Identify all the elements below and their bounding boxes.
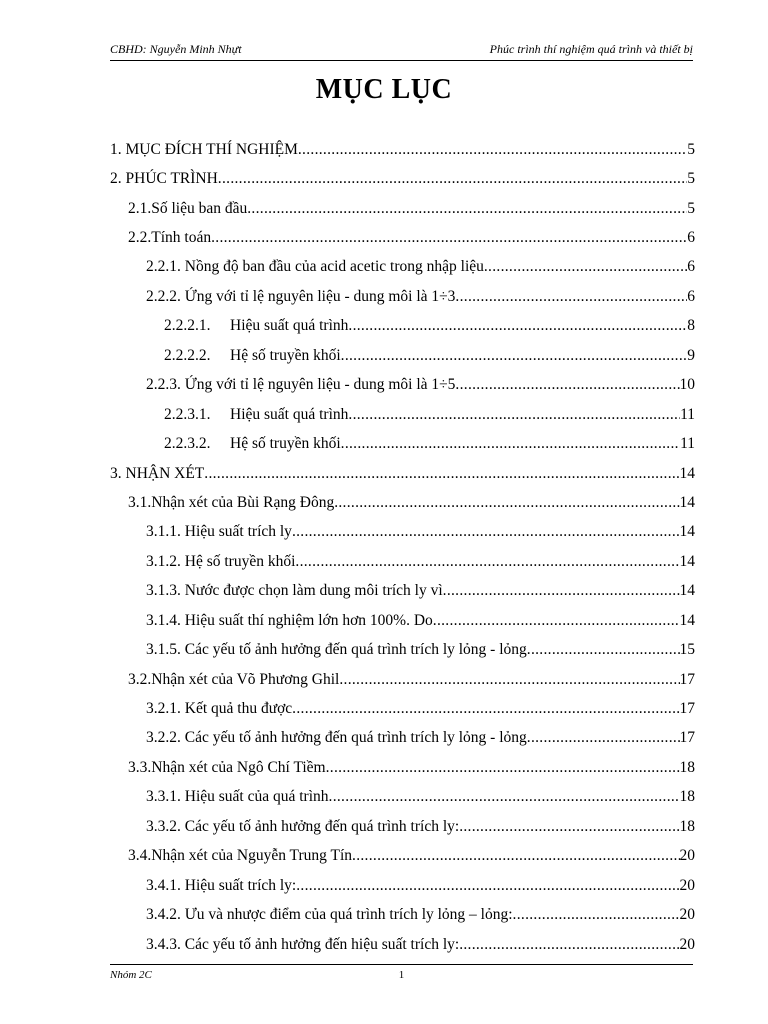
toc-entry-label <box>146 936 459 954</box>
toc-entry-title: Nhận xét của Nguyễn Trung Tín <box>151 847 353 865</box>
toc-entry[interactable] <box>110 371 695 400</box>
toc-entry-title: Số liệu ban đầu <box>151 199 248 217</box>
toc-dot-leader <box>433 612 680 630</box>
toc-entry[interactable] <box>110 341 695 370</box>
toc-dot-leader <box>348 406 680 424</box>
toc-entry-page: 14 <box>679 611 695 629</box>
toc-entry-title: Các yếu tố ảnh hưởng đến quá trình trích ly lỏng - lỏng <box>184 729 527 747</box>
toc-dot-leader <box>204 465 679 483</box>
page-title: MỤC LỤC <box>315 74 453 105</box>
toc-entry[interactable] <box>110 812 695 841</box>
toc-entry[interactable] <box>110 724 695 753</box>
toc-entry[interactable] <box>110 783 695 812</box>
toc-entry[interactable] <box>110 253 695 282</box>
toc-entry[interactable] <box>110 488 695 517</box>
toc-entry-page: 14 <box>679 464 695 482</box>
toc-entry-title: Kết quả thu được <box>184 700 293 718</box>
table-of-contents <box>110 135 695 959</box>
toc-entry-title: Nhận xét của Bùi Rạng Đông <box>151 493 335 511</box>
toc-entry-label <box>128 847 352 865</box>
toc-entry-title: Hệ số truyền khối <box>230 435 341 453</box>
toc-entry-label <box>128 200 247 218</box>
toc-entry-title: Các yếu tố ảnh hưởng đến quá trình trích ly lỏng - lỏng <box>184 641 527 659</box>
toc-entry-page: 17 <box>679 670 695 688</box>
toc-entry-number: 3.1.1. <box>146 523 181 541</box>
toc-entry[interactable] <box>110 606 695 635</box>
toc-entry-title: Hiệu suất quá trình <box>230 405 349 423</box>
toc-entry-number: 2.2.3.2. <box>164 435 211 453</box>
toc-entry[interactable] <box>110 842 695 871</box>
toc-entry-label <box>146 906 513 924</box>
toc-dot-leader <box>348 317 687 335</box>
toc-entry[interactable] <box>110 518 695 547</box>
toc-entry-page: 14 <box>679 552 695 570</box>
toc-dot-leader <box>296 877 679 895</box>
toc-entry-number: 2.2.3. <box>146 376 181 394</box>
toc-entry-page: 11 <box>680 435 695 453</box>
toc-entry-label <box>164 347 341 365</box>
toc-entry-label <box>146 612 433 630</box>
toc-entry-page: 5 <box>687 170 695 188</box>
toc-entry-page: 10 <box>679 376 695 394</box>
toc-entry-page: 6 <box>687 258 695 276</box>
toc-entry-number: 3.1.2. <box>146 552 181 570</box>
toc-entry-title: Các yếu tố ảnh hưởng đến hiệu suất trích ly: <box>184 935 460 953</box>
toc-entry-title: Hiệu suất trích ly: <box>184 876 297 894</box>
toc-entry-number: 2.2.2. <box>146 287 181 305</box>
toc-entry-number: 3.4. <box>128 847 152 865</box>
toc-entry-label <box>146 818 459 836</box>
toc-entry-title: Nhận xét của Ngô Chí Tiềm <box>151 758 326 776</box>
toc-entry-title: Ứng với tỉ lệ nguyên liệu - dung môi là 1÷5 <box>184 376 456 394</box>
toc-entry-title: Các yếu tố ảnh hưởng đến quá trình trích ly: <box>184 817 460 835</box>
toc-entry[interactable] <box>110 312 695 341</box>
toc-entry[interactable] <box>110 429 695 458</box>
toc-dot-leader <box>339 671 679 689</box>
toc-dot-leader <box>211 229 687 247</box>
toc-entry-page: 17 <box>679 729 695 747</box>
toc-entry-page: 9 <box>687 346 695 364</box>
toc-entry-label <box>146 376 455 394</box>
toc-entry-number: 2.1. <box>128 199 152 217</box>
toc-entry-title: Nước được chọn làm dung môi trích ly vì <box>184 582 443 600</box>
toc-dot-leader <box>527 729 680 747</box>
toc-dot-leader <box>341 347 688 365</box>
toc-entry-label <box>128 759 326 777</box>
toc-dot-leader <box>329 788 680 806</box>
toc-entry-page: 18 <box>679 788 695 806</box>
toc-dot-leader <box>298 141 687 159</box>
toc-entry-number: 3.1. <box>128 493 152 511</box>
toc-entry-number: 3. <box>110 464 122 482</box>
toc-entry-page: 15 <box>679 641 695 659</box>
toc-dot-leader <box>527 641 680 659</box>
toc-entry-label <box>128 229 211 247</box>
toc-entry[interactable] <box>110 930 695 959</box>
toc-entry-page: 8 <box>687 317 695 335</box>
toc-dot-leader <box>326 759 680 777</box>
toc-entry-label <box>146 729 527 747</box>
toc-entry-title: Ứng với tỉ lệ nguyên liệu - dung môi là 1÷3 <box>184 287 456 305</box>
toc-dot-leader <box>455 288 687 306</box>
header-report-title: Phúc trình thí nghiệm quá trình và thiết bị <box>489 42 693 56</box>
toc-dot-leader <box>247 200 687 218</box>
toc-entry[interactable] <box>110 547 695 576</box>
toc-entry[interactable] <box>110 694 695 723</box>
toc-entry[interactable] <box>110 135 695 164</box>
toc-entry-title: Hiệu suất quá trình <box>230 317 349 335</box>
toc-entry-label <box>146 288 455 306</box>
toc-entry-number: 2. <box>110 170 122 188</box>
toc-entry-label <box>146 553 295 571</box>
toc-entry[interactable] <box>110 871 695 900</box>
header-instructor: CBHD: Nguyễn Minh Nhựt <box>110 42 242 56</box>
toc-entry-page: 18 <box>679 758 695 776</box>
toc-entry-number: 2.2. <box>128 229 152 247</box>
toc-entry-label <box>146 700 292 718</box>
toc-entry-title: Tính toán <box>151 229 212 247</box>
toc-entry-title: Nhận xét của Võ Phương Ghil <box>151 670 340 688</box>
toc-entry-page: 5 <box>687 140 695 158</box>
toc-dot-leader <box>459 818 679 836</box>
toc-entry-label <box>128 494 334 512</box>
toc-dot-leader <box>459 936 679 954</box>
toc-entry[interactable] <box>110 400 695 429</box>
toc-entry-page: 5 <box>687 199 695 217</box>
toc-entry[interactable] <box>110 665 695 694</box>
toc-entry-label <box>110 465 204 483</box>
toc-entry[interactable] <box>110 753 695 782</box>
toc-entry-title: MỤC ĐÍCH THÍ NGHIỆM <box>125 140 298 158</box>
toc-entry-title: NHẬN XÉT <box>125 464 205 482</box>
toc-entry-page: 20 <box>679 935 695 953</box>
toc-entry-title: Hệ số truyền khối <box>184 552 296 570</box>
toc-entry-title: PHÚC TRÌNH <box>125 170 218 188</box>
toc-entry-title: Hiệu suất trích ly <box>184 523 292 541</box>
toc-entry[interactable] <box>110 577 695 606</box>
toc-entry-number: 2.2.2.1. <box>164 317 211 335</box>
toc-entry-label <box>164 317 348 335</box>
toc-entry-page: 6 <box>687 229 695 247</box>
toc-entry-number: 2.2.2.2. <box>164 346 211 364</box>
toc-entry-page: 11 <box>680 405 695 423</box>
page-footer <box>110 964 693 987</box>
toc-entry-title: Ưu và nhược điểm của quá trình trích ly lỏng – lỏng: <box>184 906 513 924</box>
toc-entry[interactable] <box>110 223 695 252</box>
toc-entry-title: Hệ số truyền khối <box>230 346 341 364</box>
toc-entry-number: 3.2.1. <box>146 700 181 718</box>
toc-entry-label <box>146 523 292 541</box>
toc-entry-number: 2.2.3.1. <box>164 405 211 423</box>
toc-dot-leader <box>484 258 687 276</box>
toc-entry-title: Nồng độ ban đầu của acid acetic trong nhập liệu <box>184 258 484 276</box>
toc-entry[interactable] <box>110 459 695 488</box>
toc-entry-page: 6 <box>687 287 695 305</box>
toc-entry-number: 3.1.3. <box>146 582 181 600</box>
toc-entry-number: 3.4.3. <box>146 935 181 953</box>
toc-entry-number: 3.4.2. <box>146 906 181 924</box>
page-number: 1 <box>398 969 405 981</box>
page-header <box>110 40 693 61</box>
toc-entry-title: Hiệu suất thí nghiệm lớn hơn 100%. Do <box>184 611 433 629</box>
toc-entry-label <box>164 406 348 424</box>
toc-entry-label <box>128 671 339 689</box>
toc-entry-number: 3.1.5. <box>146 641 181 659</box>
toc-entry-number: 3.3.2. <box>146 817 181 835</box>
toc-entry-label <box>110 141 298 159</box>
toc-dot-leader <box>455 376 679 394</box>
toc-dot-leader <box>218 170 687 188</box>
toc-entry-number: 3.1.4. <box>146 611 181 629</box>
toc-entry-label <box>146 258 484 276</box>
toc-entry-label <box>164 435 341 453</box>
toc-entry-page: 18 <box>679 817 695 835</box>
toc-entry-number: 1. <box>110 140 122 158</box>
toc-entry-label <box>146 641 527 659</box>
toc-entry[interactable] <box>110 164 695 193</box>
toc-dot-leader <box>513 906 680 924</box>
toc-entry[interactable] <box>110 194 695 223</box>
toc-entry-label <box>146 788 329 806</box>
toc-entry[interactable] <box>110 900 695 929</box>
toc-dot-leader <box>334 494 679 512</box>
toc-dot-leader <box>292 523 680 541</box>
toc-entry-number: 3.3. <box>128 758 152 776</box>
toc-entry-label <box>146 582 443 600</box>
toc-dot-leader <box>352 847 679 865</box>
toc-entry-number: 2.2.1. <box>146 258 181 276</box>
toc-entry-page: 14 <box>679 493 695 511</box>
toc-entry-number: 3.3.1. <box>146 788 181 806</box>
toc-entry-number: 3.4.1. <box>146 876 181 894</box>
toc-entry-title: Hiệu suất của quá trình <box>184 788 329 806</box>
toc-entry[interactable] <box>110 635 695 664</box>
toc-entry-page: 17 <box>679 700 695 718</box>
toc-entry-page: 20 <box>679 847 695 865</box>
toc-entry-page: 20 <box>679 876 695 894</box>
toc-entry-label <box>110 170 218 188</box>
toc-entry-label <box>146 877 296 895</box>
toc-dot-leader <box>443 582 680 600</box>
toc-dot-leader <box>295 553 679 571</box>
toc-entry[interactable] <box>110 282 695 311</box>
footer-group: Nhóm 2C <box>110 969 152 981</box>
toc-entry-page: 14 <box>679 582 695 600</box>
toc-entry-number: 3.2.2. <box>146 729 181 747</box>
toc-entry-number: 3.2. <box>128 670 152 688</box>
toc-dot-leader <box>341 435 680 453</box>
toc-dot-leader <box>292 700 679 718</box>
toc-entry-page: 20 <box>679 906 695 924</box>
toc-entry-page: 14 <box>679 523 695 541</box>
